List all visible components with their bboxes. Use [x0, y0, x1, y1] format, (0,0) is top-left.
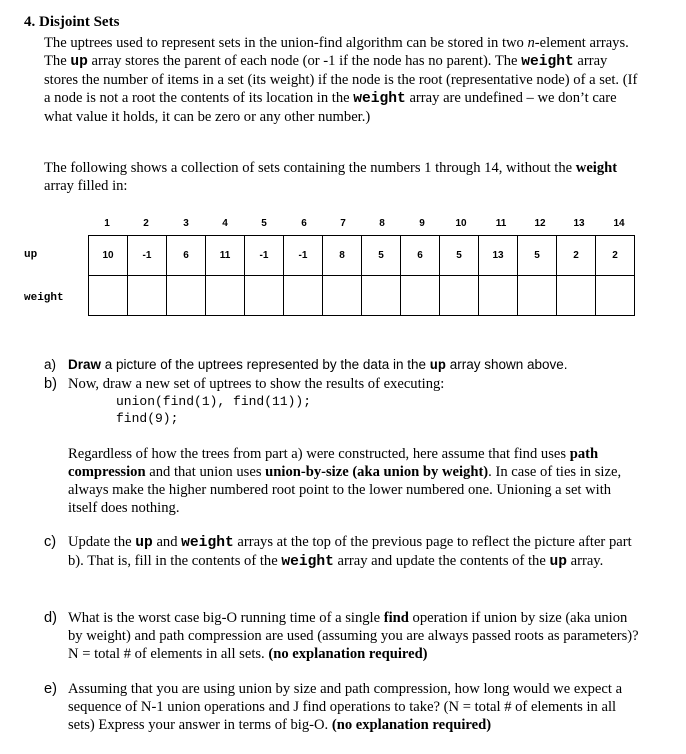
- up-value: 8: [339, 250, 345, 261]
- weight-cell[interactable]: [128, 276, 167, 316]
- weight-cell[interactable]: [362, 276, 401, 316]
- up-value: 2: [612, 250, 618, 261]
- up-cell: [128, 236, 167, 276]
- up-value: -1: [259, 250, 269, 261]
- index-label: 2: [143, 218, 149, 229]
- up-cell: [596, 236, 635, 276]
- index-label: 3: [183, 218, 189, 229]
- part-c: c) Update the up and weight arrays at the top of the previous page to reflect the picture after part b). That is, fill in the contents of the weight array and update the contents of the up array.: [44, 534, 632, 570]
- weight-cell[interactable]: [401, 276, 440, 316]
- following-paragraph: The following shows a collection of sets containing the numbers 1 through 14, without the weight array filled in:: [44, 160, 618, 194]
- index-label: 1: [104, 218, 110, 229]
- up-cell: [440, 236, 479, 276]
- up-value: 13: [492, 250, 504, 261]
- up-value: -1: [142, 250, 152, 261]
- up-value: -1: [298, 250, 308, 261]
- intro-paragraph: The uptrees used to represent sets in the union-find algorithm can be stored in two n-element arrays. The up array stores the parent of each node (or -1 if the node has no parent). The weight array stores the number of items in a set (its weight) if the node is the root (representative node) of a set. (If a node is not a root the contents of its location in the weight array are undefined – we don’t care what value it holds, it can be zero or any other number.): [44, 35, 638, 125]
- index-label: 12: [534, 218, 546, 229]
- index-label: 13: [573, 218, 585, 229]
- up-value: 6: [183, 250, 189, 261]
- code-line-1: union(find(1), find(11));: [116, 394, 312, 409]
- up-cell: [323, 236, 362, 276]
- up-cell: [557, 236, 596, 276]
- weight-cell[interactable]: [167, 276, 206, 316]
- weight-cell[interactable]: [206, 276, 245, 316]
- weight-cell[interactable]: [557, 276, 596, 316]
- index-label: 7: [340, 218, 346, 229]
- code-line-2: find(9);: [116, 411, 179, 426]
- up-value: 11: [219, 250, 231, 261]
- up-cell: [479, 236, 518, 276]
- index-label: 5: [261, 218, 267, 229]
- up-cell: [518, 236, 557, 276]
- up-cell: [401, 236, 440, 276]
- index-label: 9: [419, 218, 425, 229]
- up-row-label: up: [24, 249, 38, 261]
- array-table: [88, 235, 635, 316]
- up-value: 5: [378, 250, 384, 261]
- weight-row-label: weight: [24, 292, 64, 304]
- weight-cell[interactable]: [479, 276, 518, 316]
- part-a: a) Draw a picture of the uptrees represented by the data in the up array shown above.: [44, 357, 568, 374]
- weight-cell[interactable]: [245, 276, 284, 316]
- index-label: 14: [613, 218, 625, 229]
- up-array-row: [89, 236, 635, 276]
- up-cell: [89, 236, 128, 276]
- up-value: 10: [102, 250, 114, 261]
- assumptions-paragraph: Regardless of how the trees from part a) were constructed, here assume that find uses path compression and that union uses union-by-size (aka union by weight). In case of ties in size, always make the higher numbered root point to the lower numbered one. Unioning a set with itself does nothing.: [68, 446, 622, 516]
- index-label: 10: [455, 218, 467, 229]
- index-label: 8: [379, 218, 385, 229]
- index-label: 11: [495, 218, 507, 229]
- up-value: 6: [417, 250, 423, 261]
- up-value: 5: [456, 250, 462, 261]
- part-b: b) Now, draw a new set of uptrees to show the results of executing: union(find(1), find(11)); find(9);: [44, 375, 644, 427]
- weight-cell[interactable]: [596, 276, 635, 316]
- weight-cell[interactable]: [440, 276, 479, 316]
- part-e: e) Assuming that you are using union by size and path compression, how long would we expect a sequence of N-1 union operations and J find operations to take? (N = total # of elements in all sets) Express your answer in terms of big-O. (no explanation required): [44, 681, 623, 733]
- weight-cell[interactable]: [284, 276, 323, 316]
- question-heading: 4. Disjoint Sets: [24, 14, 120, 30]
- weight-cell[interactable]: [89, 276, 128, 316]
- up-cell: [167, 236, 206, 276]
- index-label: 6: [301, 218, 307, 229]
- part-d: d) What is the worst case big-O running time of a single find operation if union by size (aka union by weight) and path compression are used (assuming you are always passed roots as parameters)? N = total # of elements in all sets. (no explanation required): [44, 610, 639, 662]
- weight-cell[interactable]: [323, 276, 362, 316]
- up-cell: [284, 236, 323, 276]
- weight-cell[interactable]: [518, 276, 557, 316]
- up-cell: [245, 236, 284, 276]
- up-cell: [362, 236, 401, 276]
- up-value: 2: [573, 250, 579, 261]
- up-cell: [206, 236, 245, 276]
- up-value: 5: [534, 250, 540, 261]
- weight-array-row: [89, 276, 635, 316]
- index-label: 4: [222, 218, 228, 229]
